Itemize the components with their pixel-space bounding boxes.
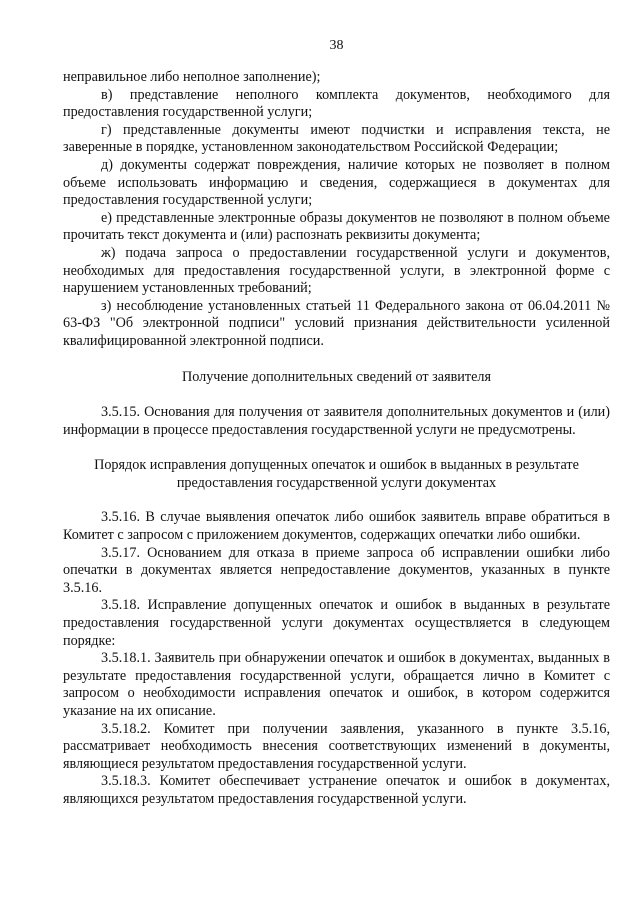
- paragraph-item-e: е) представленные электронные образы документов не позволяют в полном объеме прочитать текст документа и (или) распознать реквизиты документа;: [63, 209, 610, 244]
- page-number: 38: [329, 38, 344, 53]
- document-body: [63, 69, 610, 809]
- paragraph-item-g: г) представленные документы имеют подчистки и исправления текста, не заверенные в порядке, установленном законодательством Российской Федерации;: [63, 121, 610, 156]
- paragraph-3-5-16: 3.5.16. В случае выявления опечаток либо ошибок заявитель вправе обратиться в Комитет с запросом с приложением документов, содержащих опечатки либо ошибки.: [63, 509, 610, 544]
- paragraph-3-5-18: 3.5.18. Исправление допущенных опечаток и ошибок в выданных в результате предоставления государственной услуги документах осуществляется в следующем порядке:: [63, 597, 610, 649]
- paragraph-3-5-15: 3.5.15. Основания для получения от заявителя дополнительных документов и (или) информации в процессе предоставления государственной услуги не предусмотрены.: [63, 404, 610, 438]
- section-heading-corrections: Порядок исправления допущенных опечаток и ошибок в выданных в результате предоставления государственной услуги документах: [94, 457, 579, 491]
- paragraph-item-zh: ж) подача запроса о предоставлении государственной услуги и документов, необходимых для предоставления государственной услуги, в электронной форме с нарушением установленных требований;: [63, 244, 610, 297]
- paragraph-item-v: в) представление неполного комплекта документов, необходимого для предоставления государственной услуги;: [63, 86, 610, 121]
- paragraph-3-5-18-2: 3.5.18.2. Комитет при получении заявления, указанного в пункте 3.5.16, рассматривает необходимость внесения соответствующих изменений в документы, являющиеся результатом предоставления государственной услуги.: [63, 720, 610, 772]
- paragraph-3-5-18-1: 3.5.18.1. Заявитель при обнаружении опечаток и ошибок в документах, выданных в результате предоставления государственной услуги, обращается лично в Комитет с запросом о необходимости исправления опечаток и ошибок, в котором содержится указание на их описание.: [63, 650, 610, 719]
- paragraph-item-d: д) документы содержат повреждения, наличие которых не позволяет в полном объеме использовать информацию и сведения, содержащиеся в документах для предоставления государственной услуги;: [63, 156, 610, 209]
- paragraph-item-z: з) несоблюдение установленных статьей 11 Федерального закона от 06.04.2011 № 63-ФЗ "Об электронной подписи" условий признания действительности усиленной квалифицированной электронной подписи.: [63, 297, 610, 349]
- paragraph-3-5-18-3: 3.5.18.3. Комитет обеспечивает устранение опечаток и ошибок в документах, являющихся результатом предоставления государственной услуги.: [63, 773, 610, 807]
- paragraph-continuation: неправильное либо неполное заполнение);: [63, 69, 321, 85]
- paragraph-3-5-17: 3.5.17. Основанием для отказа в приеме запроса об исправлении ошибки либо опечатки в документах является непредоставление документов, указанных в пункте 3.5.16.: [63, 544, 610, 596]
- section-heading-additional-info: Получение дополнительных сведений от заявителя: [181, 368, 491, 385]
